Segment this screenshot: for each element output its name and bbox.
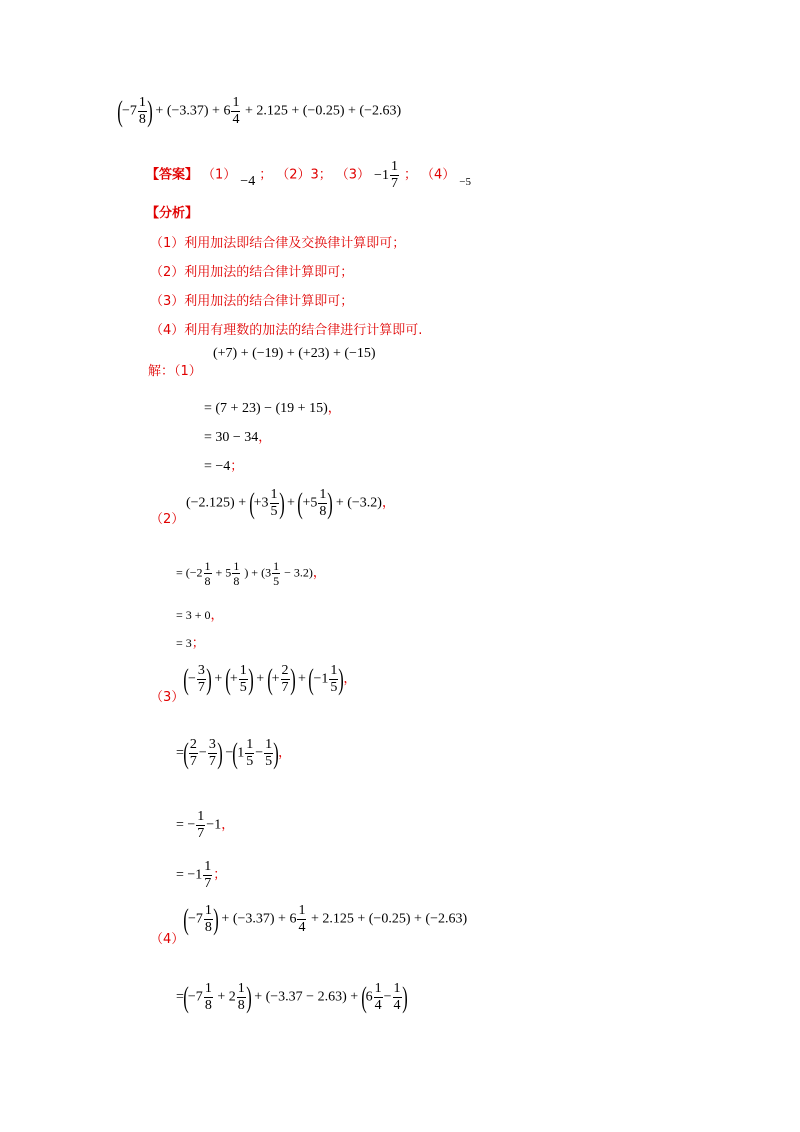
solution-label: 解：（1）	[148, 364, 202, 379]
s1-step-1: = (7 + 23) − (19 + 15)，	[204, 401, 341, 416]
analysis-item-3: （3）利用加法的结合律计算即可；	[150, 294, 354, 309]
s3-expression: (− $\frac{3}{7}$ ) + (+ $\frac{1}{5}$ ) + (+ $\frac{2}{7}$ ) + (−1 $\frac{1}{5}$ )，	[183, 662, 357, 696]
s1-expression: (+7) + (−19) + (+23) + (−15)	[213, 346, 376, 361]
s2-step-2: = 3 + 0，	[176, 608, 224, 623]
s4-label: （4）	[150, 932, 185, 947]
s3-step-1: =( $\frac{2}{7}$ − $\frac{3}{7}$ ) −(1 $\frac{1}{5}$ − $\frac{1}{5}$ )，	[176, 736, 292, 770]
answer-line: 【答案】 （1） −4 ； （2）3； （3） −1 $\frac{1}{7}$ ； （4） $_{-5}$	[146, 159, 471, 191]
s2-label: （2）	[150, 512, 185, 527]
s4-expression: (−7 $\frac{1}{8}$ ) + (−3.37) + 6 $\frac{1}{4}$ + 2.125 + (−0.25) + (−2.63)	[183, 902, 468, 936]
s2-step-3: = 3；	[176, 636, 205, 651]
analysis-label: 【分析】	[146, 206, 199, 221]
s4-step-1: =(−7 $\frac{1}{8}$ + 2 $\frac{1}{8}$ ) + (−3.37 − 2.63) + (6 $\frac{1}{4}$ − $\frac{1}{4}$ )	[176, 980, 408, 1014]
analysis-item-2: （2）利用加法的结合律计算即可；	[150, 265, 354, 280]
problem-expression: (−7 $\frac{1}{8}$ ) + (−3.37) + 6 $\frac{1}{4}$ + 2.125 + (−0.25) + (−2.63)	[117, 94, 402, 128]
analysis-item-4: （4）利用有理数的加法的结合律进行计算即可.	[150, 323, 423, 338]
analysis-item-1: （1）利用加法即结合律及交换律计算即可；	[150, 236, 406, 251]
s2-expression: (−2.125) + (+3 $\frac{1}{5}$ ) + (+5 $\frac{1}{8}$ ) + (−3.2)，	[186, 486, 395, 520]
s3-step-2: = − $\frac{1}{7}$ −1，	[176, 809, 235, 841]
s1-step-3: = −4；	[204, 459, 244, 474]
s2-step-1: = (−2 $\frac{1}{8}$ + 5 $\frac{1}{8}$ ) + (3 $\frac{1}{5}$ − 3.2)，	[176, 559, 326, 588]
s3-step-3: = −1 $\frac{1}{7}$ ；	[176, 859, 227, 891]
s1-step-2: = 30 − 34，	[204, 430, 272, 445]
answer-label: 【答案】	[146, 167, 199, 183]
s3-label: （3）	[150, 690, 185, 705]
